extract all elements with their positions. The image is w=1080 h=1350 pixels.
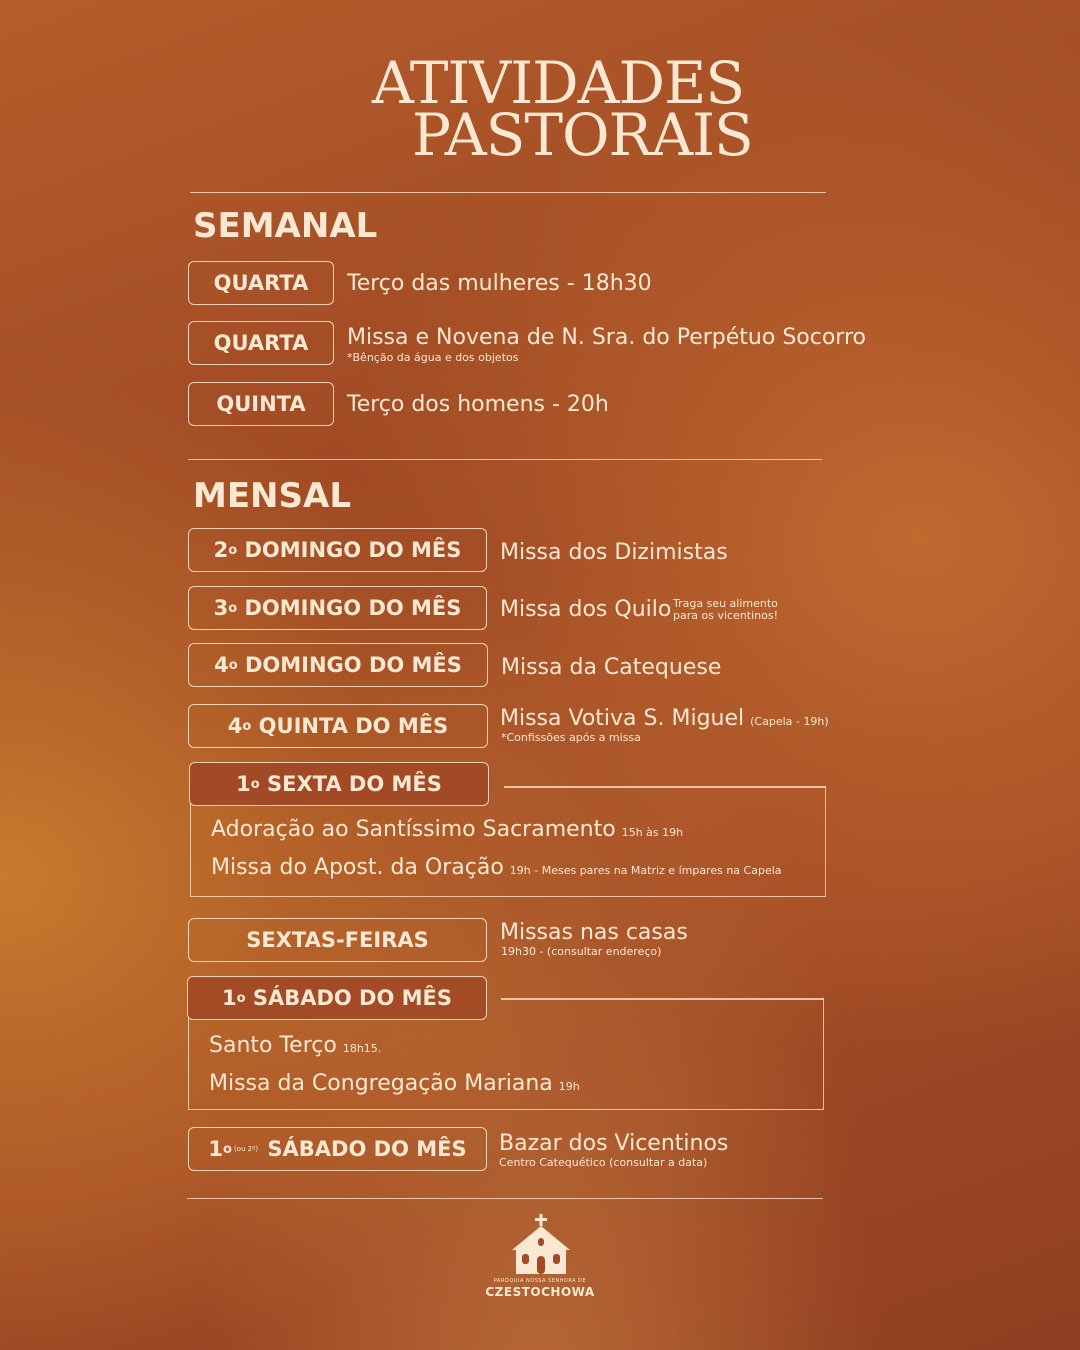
divider-top: [190, 192, 826, 193]
sabado-frame-top: [501, 998, 824, 1000]
dom3-text: Missa dos Quilo: [500, 597, 672, 622]
sabado-line-1: Santo Terço 18h15.: [209, 1033, 382, 1058]
bazar-text: Bazar dos Vicentinos: [499, 1131, 729, 1156]
badge-2-domingo: 2 o DOMINGO DO MÊS: [188, 528, 487, 572]
badge-1-sabado: 1 o SÁBADO DO MÊS: [187, 976, 487, 1020]
divider-bottom: [187, 1198, 823, 1199]
badge-quarta-2: QUARTA: [188, 321, 334, 365]
section-weekly-heading: SEMANAL: [193, 206, 378, 246]
sabado-line-2: Missa da Congregação Mariana 19h: [209, 1071, 580, 1096]
qui4-text: Missa Votiva S. Miguel (Capela - 19h): [500, 706, 829, 731]
dom4-text: Missa da Catequese: [501, 655, 722, 680]
sexta-line-1: Adoração ao Santíssimo Sacramento 15h às 19h: [211, 817, 684, 842]
sextas-note: 19h30 - (consultar endereço): [501, 945, 662, 958]
weekly-item-1-text: Terço das mulheres - 18h30: [347, 271, 652, 296]
church-logo-icon: [508, 1214, 574, 1276]
badge-4-quinta: 4 o QUINTA DO MÊS: [188, 704, 488, 748]
sexta-line-2: Missa do Apost. da Oração 19h - Meses pares na Matriz e ímpares na Capela: [211, 855, 782, 880]
divider-middle: [188, 459, 822, 460]
title-line-2: PASTORAIS: [412, 101, 753, 169]
badge-1-ou-2-sabado: 1 o (ou 2º) SÁBADO DO MÊS: [188, 1127, 487, 1171]
dom2-text: Missa dos Dizimistas: [500, 540, 728, 565]
parish-name: CZESTOCHOWA: [485, 1285, 595, 1299]
dom3-note-1: Traga seu alimento: [673, 597, 778, 610]
weekly-item-2-text: Missa e Novena de N. Sra. do Perpétuo Socorro: [347, 325, 866, 350]
sexta-frame-top: [504, 786, 826, 788]
weekly-item-3-text: Terço dos homens - 20h: [347, 392, 609, 417]
sextas-text: Missas nas casas: [500, 920, 688, 945]
title-line-1: ATIVIDADES: [372, 49, 745, 117]
parish-small-text: PARÓQUIA NOSSA SENHORA DE: [493, 1278, 587, 1284]
badge-quinta: QUINTA: [188, 382, 334, 426]
badge-sextas-feiras: SEXTAS-FEIRAS: [188, 918, 487, 962]
badge-4-domingo: 4 o DOMINGO DO MÊS: [188, 643, 488, 687]
badge-quarta-1: QUARTA: [188, 261, 334, 305]
bazar-note: Centro Catequético (consultar a data): [499, 1156, 708, 1169]
dom3-note-2: para os vicentinos!: [673, 609, 779, 622]
badge-1-sexta: 1 o SEXTA DO MÊS: [189, 762, 489, 806]
weekly-item-2-note: *Bênção da água e dos objetos: [347, 351, 519, 364]
section-monthly-heading: MENSAL: [193, 476, 351, 516]
badge-3-domingo: 3 o DOMINGO DO MÊS: [188, 586, 487, 630]
qui4-note: *Confissões após a missa: [501, 731, 641, 744]
